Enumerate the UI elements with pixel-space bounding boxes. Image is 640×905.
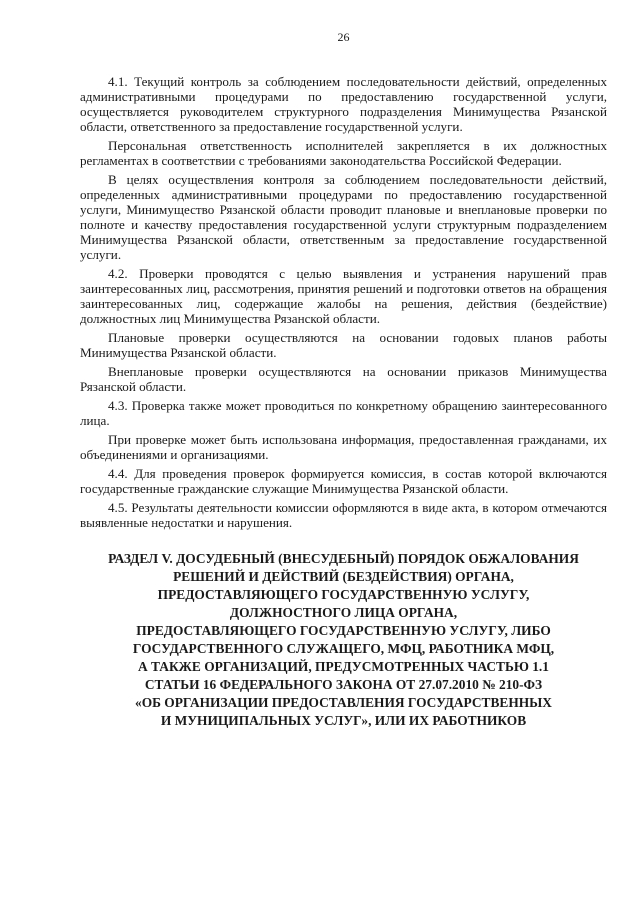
paragraph-4-3: 4.3. Проверка также может проводиться по конкретному обращению заинтересованного лица.: [80, 398, 607, 428]
heading-line: ДОЛЖНОСТНОГО ЛИЦА ОРГАНА,: [229, 605, 458, 620]
page-number: 26: [337, 30, 350, 44]
paragraph-4-2: 4.2. Проверки проводятся с целью выявления и устранения нарушений прав заинтересованных лиц, рассмотрения, принятия решений и подготовки ответов на обращения заинтересованных лиц, содержащие жалобы на решения, действия (бездействие) должностных лиц Минимущества Рязанской области.: [80, 266, 607, 326]
heading-line: ПРЕДОСТАВЛЯЮЩЕГО ГОСУДАРСТВЕННУЮ УСЛУГУ, ЛИБО: [136, 623, 551, 638]
paragraph-planned-checks: Плановые проверки осуществляются на основании годовых планов работы Минимущества Рязанской области.: [80, 330, 607, 360]
paragraph-4-5: 4.5. Результаты деятельности комиссии оформляются в виде акта, в котором отмечаются выявленные недостатки и нарушения.: [80, 500, 607, 530]
paragraph-control-goals: В целях осуществления контроля за соблюдением последовательности действий, определенных административными процедурами по предоставлению государственной услуги, Минимущество Рязанской области проводит плановые и внеплановые проверки по полноте и качеству предоставления государственной услуги структурным подразделением Минимущества Рязанской области, ответственным за предоставление государственной услуги.: [80, 172, 607, 262]
paragraph-unplanned-checks: Внеплановые проверки осуществляются на основании приказов Минимущества Рязанской области.: [80, 364, 607, 394]
paragraph-4-4: 4.4. Для проведения проверок формируется комиссия, в состав которой включаются государственные гражданские служащие Минимущества Рязанской области.: [80, 466, 607, 496]
heading-line: «ОБ ОРГАНИЗАЦИИ ПРЕДОСТАВЛЕНИЯ ГОСУДАРСТВЕННЫХ: [135, 695, 552, 710]
heading-line: РЕШЕНИЙ И ДЕЙСТВИЙ (БЕЗДЕЙСТВИЯ) ОРГАНА,: [173, 569, 514, 584]
heading-line: ПРЕДОСТАВЛЯЮЩЕГО ГОСУДАРСТВЕННУЮ УСЛУГУ,: [157, 587, 530, 602]
heading-line: И МУНИЦИПАЛЬНЫХ УСЛУГ», ИЛИ ИХ РАБОТНИКОВ: [160, 713, 527, 728]
heading-line: А ТАКЖЕ ОРГАНИЗАЦИЙ, ПРЕДУСМОТРЕННЫХ ЧАСТЬЮ 1.1: [138, 659, 549, 674]
paragraph-4-1: 4.1. Текущий контроль за соблюдением последовательности действий, определенных административными процедурами по предоставлению государственной услуги, осуществляется руководителем структурного подразделения Минимущества Рязанской области, ответственного за предоставление государственной услуги.: [80, 74, 607, 134]
heading-line: СТАТЬИ 16 ФЕДЕРАЛЬНОГО ЗАКОНА ОТ 27.07.2010 № 210-ФЗ: [144, 677, 543, 692]
section-v-heading: [80, 550, 607, 730]
paragraph-information-use: При проверке может быть использована информация, предоставленная гражданами, их объединениями и организациями.: [80, 432, 607, 462]
paragraph-personal-responsibility: Персональная ответственность исполнителей закрепляется в их должностных регламентах в соответствии с требованиями законодательства Российской Федерации.: [80, 138, 607, 168]
section-iv-body: [80, 74, 607, 530]
heading-line: РАЗДЕЛ V. ДОСУДЕБНЫЙ (ВНЕСУДЕБНЫЙ) ПОРЯДОК ОБЖАЛОВАНИЯ: [108, 551, 579, 566]
heading-line: ГОСУДАРСТВЕННОГО СЛУЖАЩЕГО, МФЦ, РАБОТНИКА МФЦ,: [132, 641, 555, 656]
document-page: [80, 30, 607, 730]
